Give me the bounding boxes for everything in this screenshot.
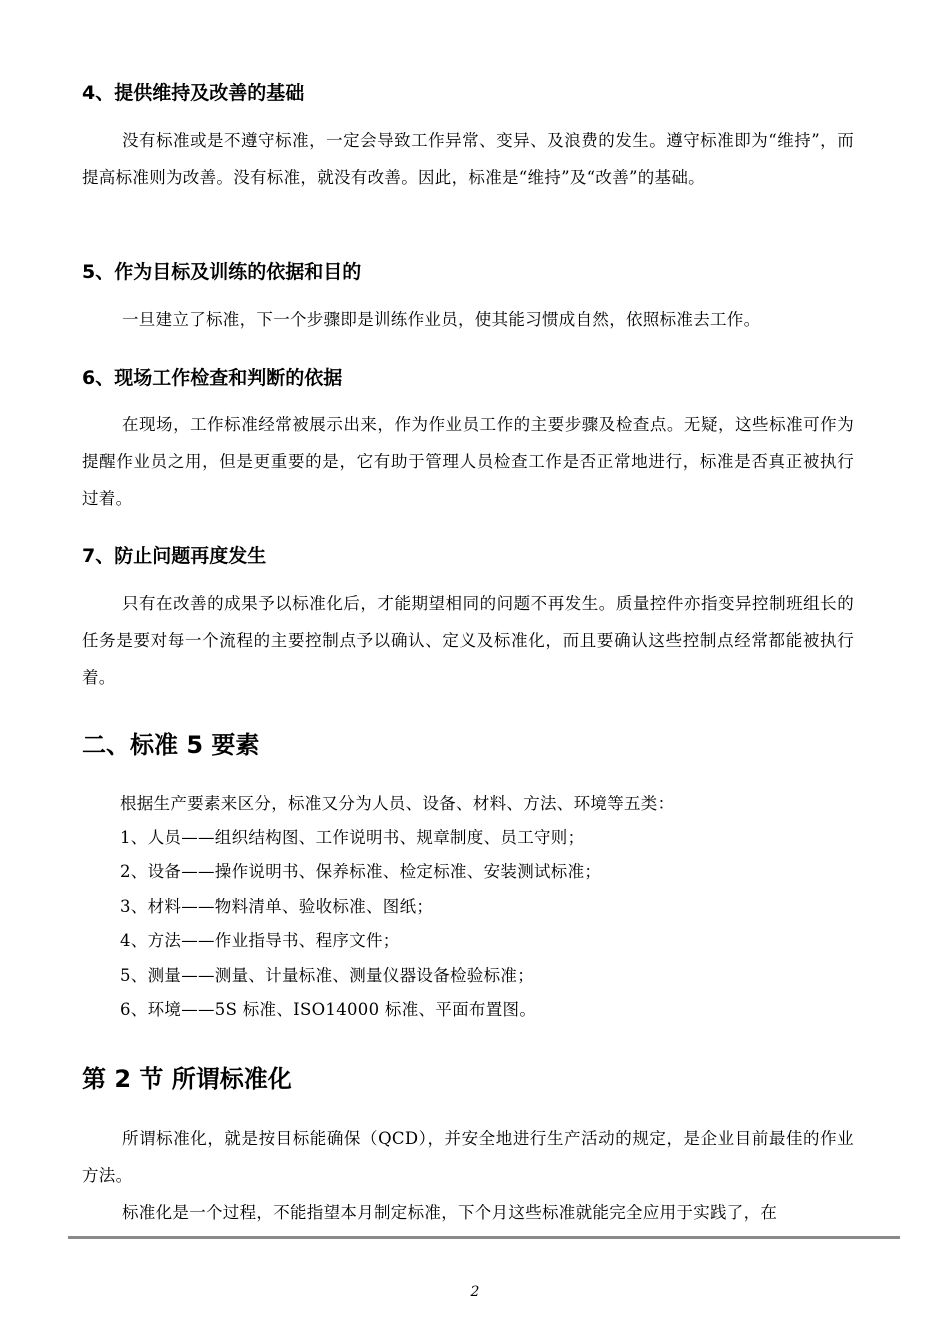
section-heading-6: 6、现场工作检查和判断的依据 [82, 367, 343, 389]
section2-paragraph-2: 标准化是一个过程，不能指望本月制定标准，下个月这些标准就能完全应用于实践了，在 [122, 1203, 778, 1222]
list-item: 5、测量——测量、计量标准、测量仪器设备检验标准； [120, 966, 534, 985]
footer-divider [68, 1236, 900, 1239]
section-heading-4: 4、提供维持及改善的基础 [82, 82, 305, 104]
list-item: 6、环境——5S 标准、ISO14000 标准、平面布置图。 [120, 1000, 537, 1019]
page-number: 2 [470, 1284, 480, 1300]
section2-heading: 第 2 节 所谓标准化 [82, 1065, 292, 1093]
section-body-5: 一旦建立了标准，下一个步骤即是训练作业员，使其能习惯成自然，依照标准去工作。 [122, 310, 761, 329]
section-body-6: 在现场，工作标准经常被展示出来，作为作业员工作的主要步骤及检查点。无疑，这些标准可作为提醒作业员之用，但是更重要的是，它有助于管理人员检查工作是否正常地进行，标准是否真正被执行过着。 [82, 415, 854, 508]
five-elements-heading: 二、标准 5 要素 [82, 731, 260, 759]
five-elements-intro: 根据生产要素来区分，标准又分为人员、设备、材料、方法、环境等五类： [120, 794, 675, 813]
list-item: 4、方法——作业指导书、程序文件； [120, 931, 400, 950]
list-item: 2、设备——操作说明书、保养标准、检定标准、安装测试标准； [120, 862, 602, 881]
list-item: 3、材料——物料清单、验收标准、图纸； [120, 897, 434, 916]
list-item: 1、人员——组织结构图、工作说明书、规章制度、员工守则； [120, 828, 585, 847]
section-body-4: 没有标准或是不遵守标准，一定会导致工作异常、变异、及浪费的发生。遵守标准即为“维持”，而提高标准则为改善。没有标准，就没有改善。因此，标准是“维持”及“改善”的基础。 [82, 131, 854, 187]
section2-paragraph-1: 所谓标准化，就是按目标能确保（QCD），并安全地进行生产活动的规定，是企业目前最佳的作业方法。 [82, 1129, 854, 1185]
section-body-7: 只有在改善的成果予以标准化后，才能期望相同的问题不再发生。质量控件亦指变异控制班组长的任务是要对每一个流程的主要控制点予以确认、定义及标准化，而且要确认这些控制点经常都能被执行着。 [82, 594, 854, 687]
section-heading-7: 7、防止问题再度发生 [82, 545, 267, 567]
section-heading-5: 5、作为目标及训练的依据和目的 [82, 261, 362, 283]
